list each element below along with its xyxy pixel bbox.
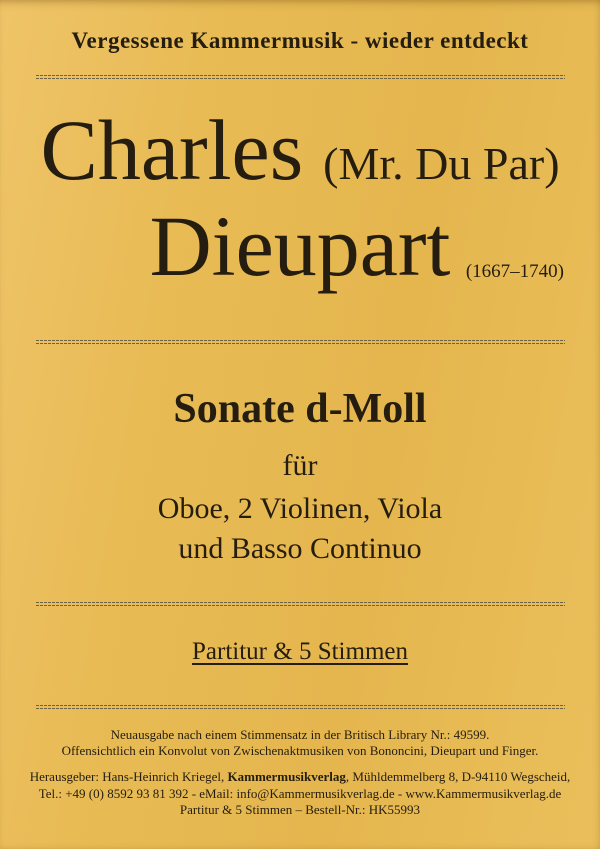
divider-rule-above-footer xyxy=(36,705,565,709)
footer-order-line: Partitur & 5 Stimmen – Bestell-Nr.: HK55993 xyxy=(179,802,421,817)
footer-source-line-2: Offensichtlich ein Konvolut von Zwischenaktmusiken von Bononcini, Dieupart und Finger. xyxy=(61,743,539,758)
footer-publisher-line xyxy=(0,769,600,785)
composer-last-name: Dieupart xyxy=(149,198,451,294)
divider-rule-top xyxy=(36,75,565,79)
divider-rule-under-name xyxy=(36,340,565,344)
footer-publisher-name: Kammermusikverlag xyxy=(227,769,346,784)
instrumentation-line-1: Oboe, 2 Violinen, Viola xyxy=(157,492,443,525)
edition-format-line xyxy=(0,636,600,668)
work-title: Sonate d-Moll xyxy=(173,386,427,432)
footer-publisher-prefix: Herausgeber: Hans-Heinrich Kriegel, xyxy=(29,769,228,784)
series-tagline: Vergessene Kammermusik - wieder entdeckt xyxy=(71,28,529,53)
divider-rule-under-title xyxy=(36,602,565,606)
footer-contact-line: Tel.: +49 (0) 8592 93 81 392 - eMail: info@Kammermusikverlag.de - www.Kammermusikverlag.de xyxy=(38,786,562,801)
composer-first-name: Charles xyxy=(40,102,304,198)
footer-publisher-suffix: , Mühldemmelberg 8, D-94110 Wegscheid, xyxy=(345,769,571,784)
edition-format: Partitur & 5 Stimmen xyxy=(192,638,408,665)
composer-dates: (1667–1740) xyxy=(465,261,564,282)
composer-first-name-line xyxy=(0,100,600,200)
for-label: für xyxy=(282,449,318,482)
footer-source-line-1: Neuausgabe nach einem Stimmensatz in der Britisch Library Nr.: 49599. xyxy=(110,727,490,742)
composer-alias: (Mr. Du Par) xyxy=(323,138,560,189)
composer-last-name-line xyxy=(0,196,600,296)
instrumentation-line-2: und Basso Continuo xyxy=(178,532,422,565)
